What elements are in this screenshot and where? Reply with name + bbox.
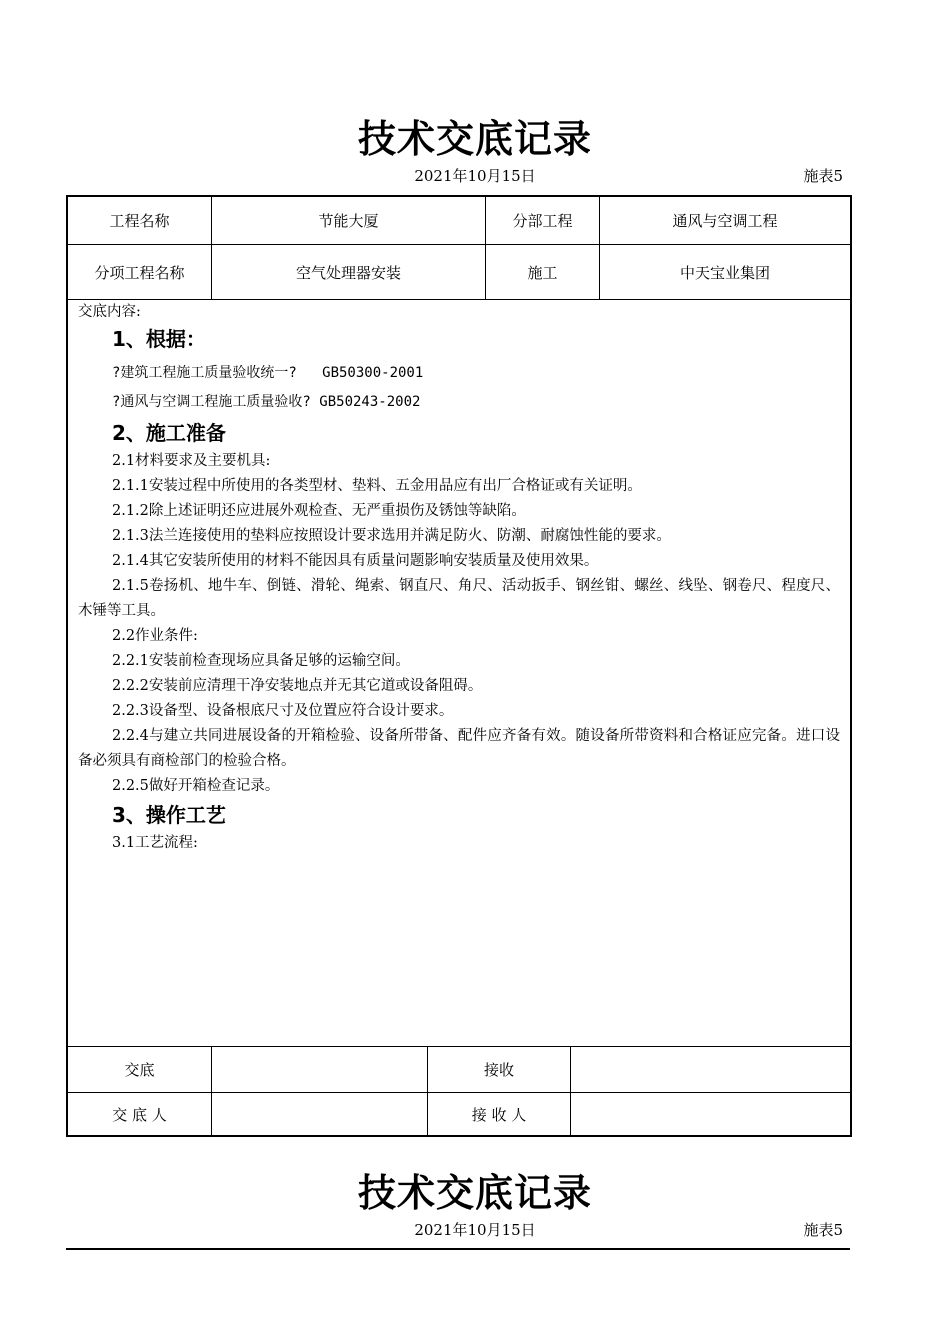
page-2-form-number: 施表5: [803, 1221, 843, 1239]
reference-standard-2: ?通风与空调工程施工质量验收? GB50243-2002: [112, 394, 421, 410]
section-1-heading: 1、根据：: [112, 327, 206, 351]
paragraph-2-1-1: 2.1.1安装过程中所使用的各类型材、垫料、五金用品应有出厂合格证或有关证明。: [112, 478, 642, 494]
page-2-date: 2021年10月15日: [414, 1221, 536, 1239]
paragraph-2-2-4: 2.2.4与建立共同进展设备的开箱检验、设备所带备、配件应齐备有效。随设备所带资料和合格证应完备。进口设备必须具有商检部门的检验合格。: [78, 728, 840, 769]
paragraph-2-2: 2.2作业条件:: [112, 628, 198, 644]
page-title: 技术交底记录: [357, 117, 592, 161]
handover-field[interactable]: [212, 1047, 427, 1092]
page-2-table-top-border: [66, 1248, 850, 1250]
paragraph-2-1-3: 2.1.3法兰连接使用的垫料应按照设计要求选用并满足防火、防潮、耐腐蚀性能的要求。: [112, 528, 671, 544]
paragraph-2-1-4: 2.1.4其它安装所使用的材料不能因具有质量问题影响安装质量及使用效果。: [112, 553, 599, 569]
division-label: 分部工程: [512, 212, 573, 230]
handover-person-field[interactable]: [212, 1093, 427, 1135]
section-2-heading: 2、施工准备: [112, 421, 226, 445]
paragraph-2-1-2: 2.1.2除上述证明还应进展外观检查、无严重损伤及锈蚀等缺陷。: [112, 503, 526, 519]
paragraph-3-1: 3.1工艺流程:: [112, 835, 198, 851]
page-2-title: 技术交底记录: [357, 1171, 592, 1215]
project-name-value: 节能大厦: [318, 212, 379, 230]
construction-value: 中天宝业集团: [679, 263, 770, 282]
handover-label: 交底: [124, 1061, 155, 1079]
paragraph-2-1-5: 2.1.5卷扬机、地牛车、倒链、滑轮、绳索、钢直尺、角尺、活动扳手、钢丝钳、螺丝、线坠、钢卷尺、程度尺、木锤等工具。: [78, 578, 840, 619]
form-number: 施表5: [803, 167, 843, 185]
record-date: 2021年10月15日: [414, 167, 536, 185]
content-label: 交底内容:: [78, 304, 141, 320]
paragraph-2-2-1: 2.2.1安装前检查现场应具备足够的运输空间。: [112, 653, 410, 669]
receiver-label: 接 收 人: [471, 1105, 527, 1124]
reference-standard-1: ?建筑工程施工质量验收统一? GB50300-2001: [112, 365, 424, 381]
receive-field[interactable]: [571, 1047, 850, 1092]
construction-label: 施工: [527, 263, 558, 282]
paragraph-2-1: 2.1材料要求及主要机具:: [112, 453, 271, 469]
subitem-value: 空气处理器安装: [295, 263, 401, 282]
handover-person-label: 交 底 人: [112, 1105, 167, 1124]
paragraph-2-2-2: 2.2.2安装前应清理干净安装地点并无其它道或设备阻碍。: [112, 678, 483, 694]
paragraph-2-2-3: 2.2.3设备型、设备根底尺寸及位置应符合设计要求。: [112, 703, 454, 719]
section-3-heading: 3、操作工艺: [112, 803, 226, 827]
receiver-field[interactable]: [571, 1093, 850, 1135]
division-value: 通风与空调工程: [672, 212, 778, 230]
handover-content: [78, 301, 840, 856]
project-name-label: 工程名称: [109, 212, 170, 230]
paragraph-2-2-5: 2.2.5做好开箱检查记录。: [112, 778, 280, 794]
handover-record-table: [66, 195, 852, 1137]
receive-label: 接收: [483, 1061, 514, 1079]
subitem-label: 分项工程名称: [94, 263, 185, 282]
